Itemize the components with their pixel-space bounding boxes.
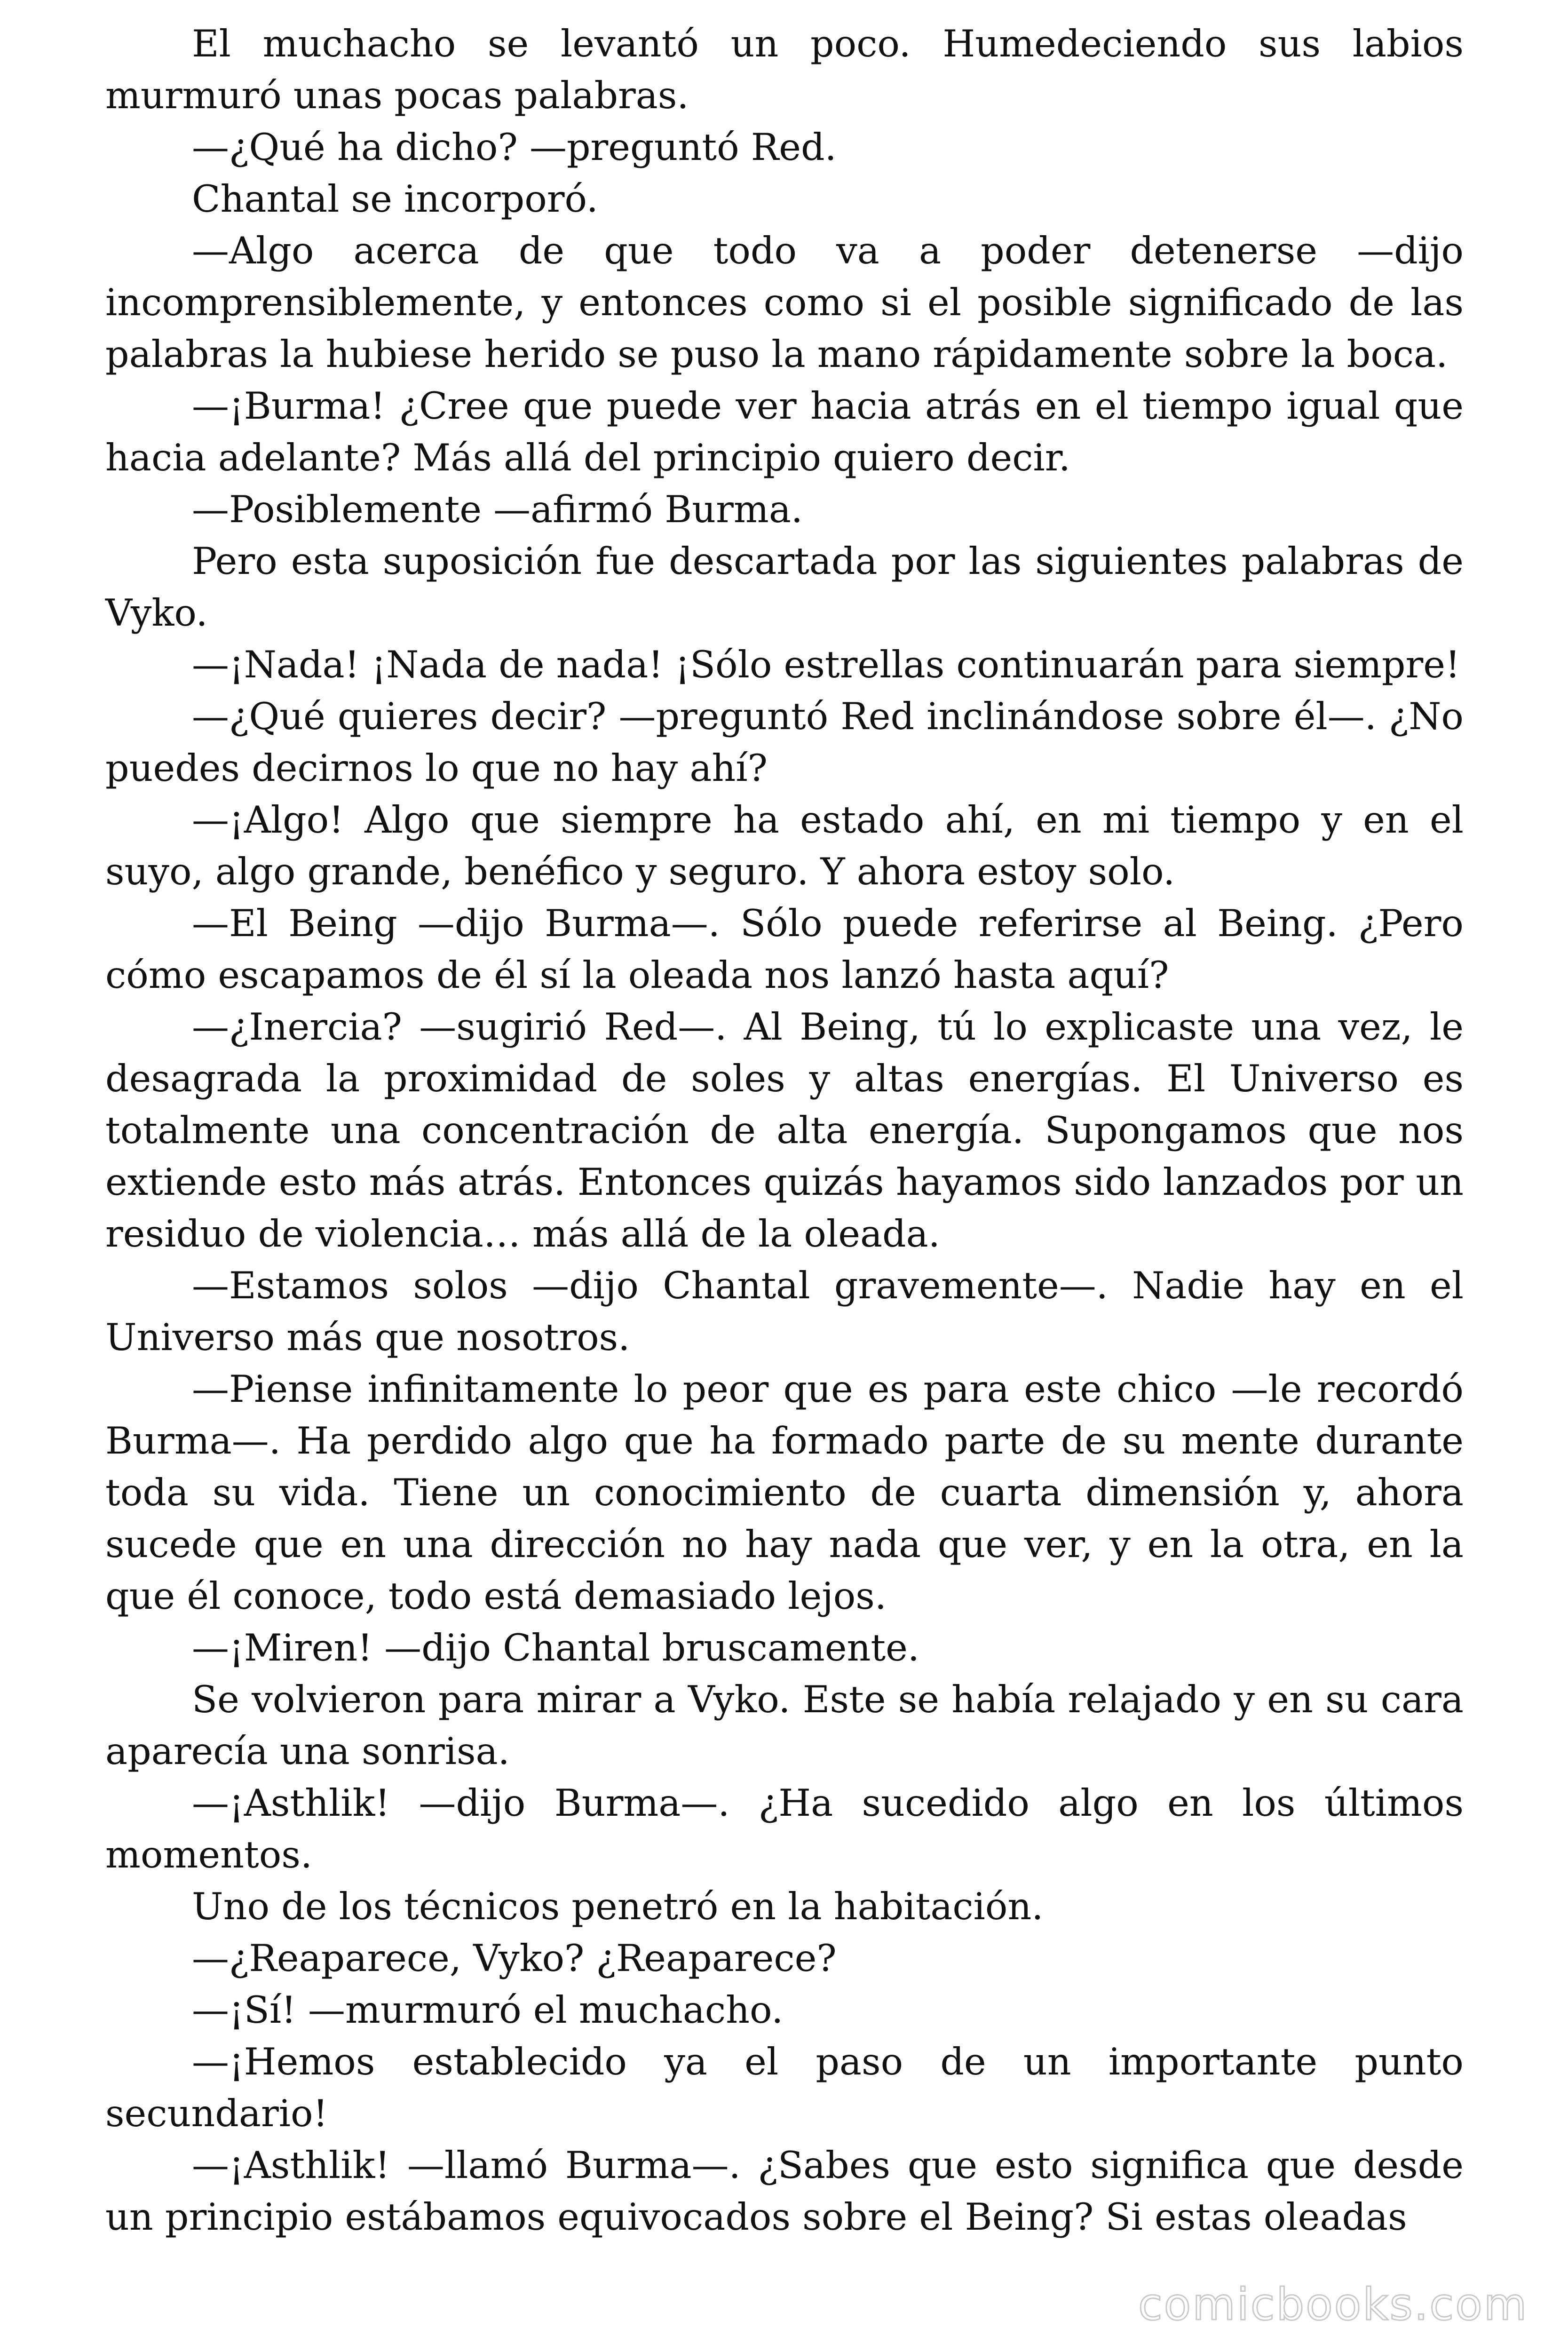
- book-page: [105, 18, 1464, 2243]
- paragraph: El muchacho se levantó un poco. Humedeciendo sus labios murmuró unas pocas palabras.: [105, 22, 1464, 117]
- paragraph: —¡Asthlik! —dijo Burma—. ¿Ha sucedido algo en los últimos momentos.: [105, 1781, 1464, 1876]
- paragraph: —Piense infinitamente lo peor que es para este chico —le recordó Burma—. Ha perdido algo que ha formado parte de su mente durante toda su vida. Tiene un conocimiento de cuarta dimensión y, ahora sucede que en una dirección no hay nada que ver, y en la otra, en la que él conoce, todo está demasiado lejos.: [105, 1367, 1464, 1618]
- paragraph: Uno de los técnicos penetró en la habitación.: [192, 1885, 1044, 1928]
- paragraph: Se volvieron para mirar a Vyko. Este se había relajado y en su cara aparecía una sonrisa.: [105, 1678, 1464, 1773]
- watermark: comicbooks.com: [1138, 2279, 1528, 2330]
- paragraph: —¡Sí! —murmuró el muchacho.: [192, 1988, 784, 2032]
- paragraph: —¡Burma! ¿Cree que puede ver hacia atrás en el tiempo igual que hacia adelante? Más allá del principio quiero decir.: [105, 384, 1464, 479]
- paragraph: —Estamos solos —dijo Chantal gravemente—. Nadie hay en el Universo más que nosotros.: [105, 1264, 1464, 1359]
- paragraph: —¿Qué quieres decir? —preguntó Red inclinándose sobre él—. ¿No puedes decirnos lo que no hay ahí?: [105, 695, 1464, 790]
- paragraph: —¡Miren! —dijo Chantal bruscamente.: [192, 1626, 919, 1669]
- paragraph: Pero esta suposición fue descartada por las siguientes palabras de Vyko.: [105, 540, 1464, 635]
- paragraph: —El Being —dijo Burma—. Sólo puede referirse al Being. ¿Pero cómo escapamos de él sí la oleada nos lanzó hasta aquí?: [105, 902, 1464, 997]
- paragraph: —¡Nada! ¡Nada de nada! ¡Sólo estrellas continuarán para siempre!: [192, 643, 1460, 686]
- paragraph: —¿Qué ha dicho? —preguntó Red.: [192, 126, 837, 169]
- paragraph: —Posiblemente —afirmó Burma.: [192, 488, 803, 531]
- paragraph: —¡Asthlik! —llamó Burma—. ¿Sabes que esto significa que desde un principio estábamos equivocados sobre el Being? Si estas oleadas: [105, 2144, 1464, 2239]
- paragraph: —¡Hemos establecido ya el paso de un importante punto secundario!: [105, 2040, 1464, 2135]
- paragraph: —¿Reaparece, Vyko? ¿Reaparece?: [192, 1937, 837, 1980]
- paragraph: —¡Algo! Algo que siempre ha estado ahí, en mi tiempo y en el suyo, algo grande, benéfico y seguro. Y ahora estoy solo.: [105, 798, 1464, 893]
- paragraph: Chantal se incorporó.: [192, 177, 598, 221]
- paragraph: —Algo acerca de que todo va a poder detenerse —dijo incomprensiblemente, y entonces como si el posible significado de las palabras la hubiese herido se puso la mano rápidamente sobre la boca.: [105, 229, 1464, 376]
- paragraph: —¿Inercia? —sugirió Red—. Al Being, tú lo explicaste una vez, le desagrada la proximidad de soles y altas energías. El Universo es totalmente una concentración de alta energía. Supongamos que nos extiende esto más atrás. Entonces quizás hayamos sido lanzados por un residuo de violencia… más allá de la oleada.: [105, 1005, 1464, 1255]
